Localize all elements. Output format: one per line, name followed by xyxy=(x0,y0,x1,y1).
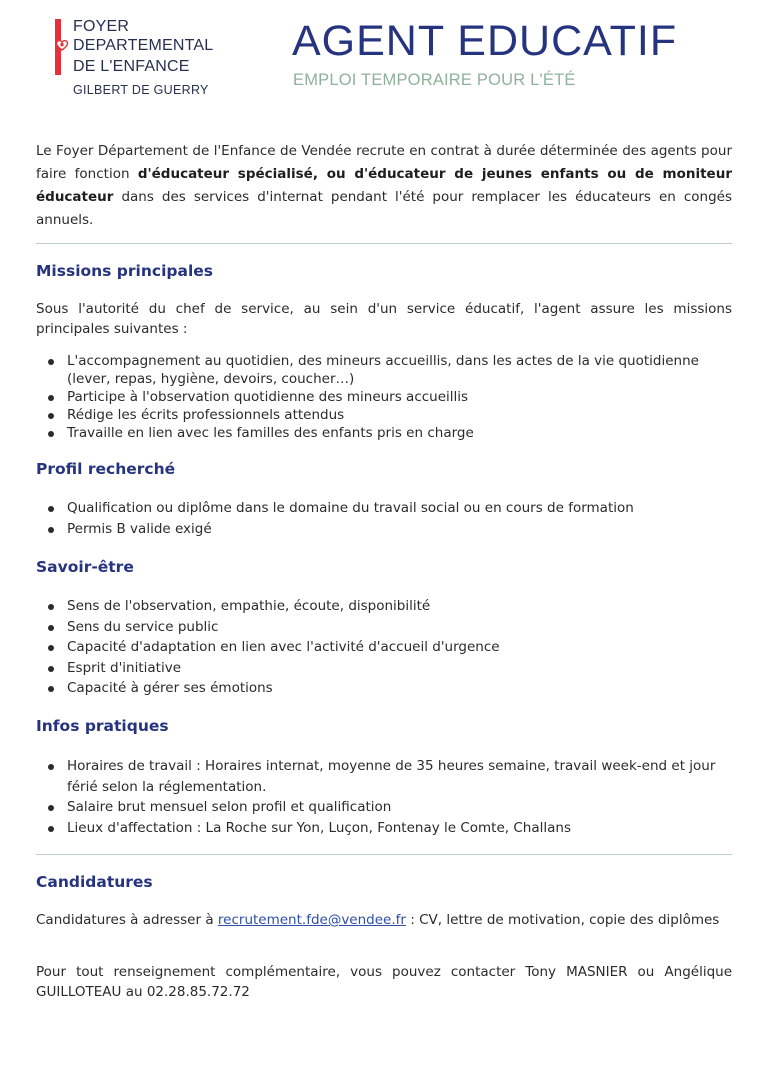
email-link[interactable]: recrutement.fde@vendee.fr xyxy=(217,912,406,928)
savoir-list xyxy=(36,596,732,699)
candidatures-prefix: Candidatures à adresser à xyxy=(36,912,218,928)
section-divider xyxy=(36,854,732,855)
list-item: Lieux d'affectation : La Roche sur Yon, Luçon, Fontenay le Comte, Challans xyxy=(36,818,732,839)
list-item: L'accompagnement au quotidien, des mineurs accueillis, dans les actes de la vie quotidienne (lever, repas, hygiène, devoirs, coucher…) xyxy=(36,352,732,388)
infos-list xyxy=(36,756,732,838)
page-title: AGENT EDUCATIF xyxy=(292,17,678,65)
list-item: Esprit d'initiative xyxy=(36,658,732,679)
section-divider xyxy=(36,243,732,244)
list-item: Permis B valide exigé xyxy=(36,519,732,540)
org-name-line-2: DEPARTEMENTAL xyxy=(73,37,214,54)
list-item: Travaille en lien avec les familles des enfants pris en charge xyxy=(36,424,732,442)
heart-icon xyxy=(55,38,69,52)
infos-heading: Infos pratiques xyxy=(36,717,169,735)
list-item: Capacité d'adaptation en lien avec l'activité d'accueil d'urgence xyxy=(36,637,732,658)
candidatures-suffix: : CV, lettre de motivation, copie des diplômes xyxy=(405,912,720,928)
intro-text-2: dans des services d'internat pendant l'été pour remplacer les éducateurs en congés annuels. xyxy=(36,189,732,228)
savoir-heading: Savoir-être xyxy=(36,558,134,576)
profil-heading: Profil recherché xyxy=(36,460,176,478)
contact-paragraph: Pour tout renseignement complémentaire, vous pouvez contacter Tony MASNIER ou Angélique GUILLOTEAU au 02.28.85.72.72 xyxy=(36,964,732,1000)
list-item: Rédige les écrits professionnels attendus xyxy=(36,406,732,424)
list-item: Horaires de travail : Horaires internat, moyenne de 35 heures semaine, travail week-end et jour férié selon la réglementation. xyxy=(36,756,732,797)
missions-list xyxy=(36,352,732,442)
profil-list xyxy=(36,498,732,539)
candidatures-heading: Candidatures xyxy=(36,873,153,891)
page-subtitle: EMPLOI TEMPORAIRE POUR L'ÉTÉ xyxy=(293,71,576,89)
list-item: Capacité à gérer ses émotions xyxy=(36,678,732,699)
missions-heading: Missions principales xyxy=(36,262,214,280)
list-item: Sens du service public xyxy=(36,617,732,638)
missions-lead: Sous l'autorité du chef de service, au sein d'un service éducatif, l'agent assure les missions principales suivantes : xyxy=(36,301,732,337)
org-subname: GILBERT DE GUERRY xyxy=(73,83,209,97)
intro-paragraph xyxy=(36,140,732,232)
intro-text-1: Le Foyer Département de l'Enfance de Vendée recrute en contrat à durée déterminée des agents pour faire fonction xyxy=(36,143,732,182)
list-item: Sens de l'observation, empathie, écoute, disponibilité xyxy=(36,596,732,617)
candidatures-paragraph xyxy=(36,910,732,930)
org-name-line-3: DE L'ENFANCE xyxy=(73,58,190,75)
list-item: Salaire brut mensuel selon profil et qualification xyxy=(36,797,732,818)
list-item: Participe à l'observation quotidienne des mineurs accueillis xyxy=(36,388,732,406)
list-item: Qualification ou diplôme dans le domaine du travail social ou en cours de formation xyxy=(36,498,732,519)
intro-text-bold: d'éducateur spécialisé, ou d'éducateur de jeunes enfants ou de moniteur éducateur xyxy=(36,166,732,205)
org-name-line-1: FOYER xyxy=(73,18,130,35)
